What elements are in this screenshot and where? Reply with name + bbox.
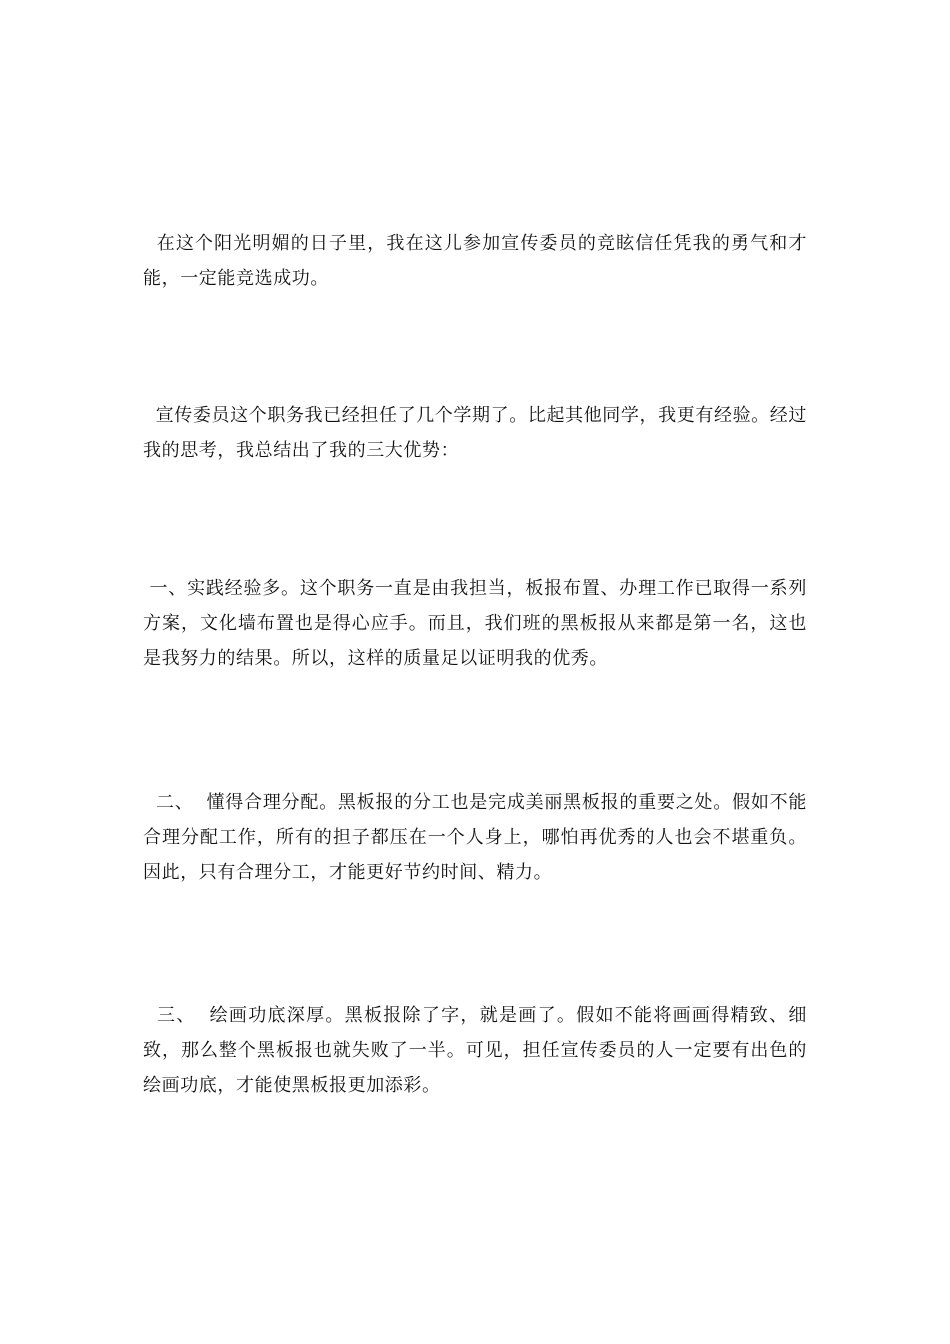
paragraph-advantage-three: 三、 绘画功底深厚。黑板报除了字，就是画了。假如不能将画画得精致、细致，那么整个黑板报也就失败了一半。可见，担任宣传委员的人一定要有出色的绘画功底，才能使黑板报更加添彩。 <box>143 1005 807 1096</box>
paragraph-advantage-one: 一、实践经验多。这个职务一直是由我担当，板报布置、办理工作已取得一系列方案，文化墙布置也是得心应手。而且，我们班的黑板报从来都是第一名，这也是我努力的结果。所以，这样的质量足以证明我的优秀。 <box>143 578 807 669</box>
paragraph-intro: 在这个阳光明媚的日子里，我在这儿参加宣传委员的竞眩信任凭我的勇气和才能，一定能竞选成功。 <box>143 233 807 289</box>
paragraph-advantage-two: 二、 懂得合理分配。黑板报的分工也是完成美丽黑板报的重要之处。假如不能合理分配工作，所有的担子都压在一个人身上，哪怕再优秀的人也会不堪重负。因此，只有合理分工，才能更好节约时间、精力。 <box>143 792 807 883</box>
paragraph-experience-summary: 宣传委员这个职务我已经担任了几个学期了。比起其他同学，我更有经验。经过我的思考，我总结出了我的三大优势： <box>143 405 807 461</box>
